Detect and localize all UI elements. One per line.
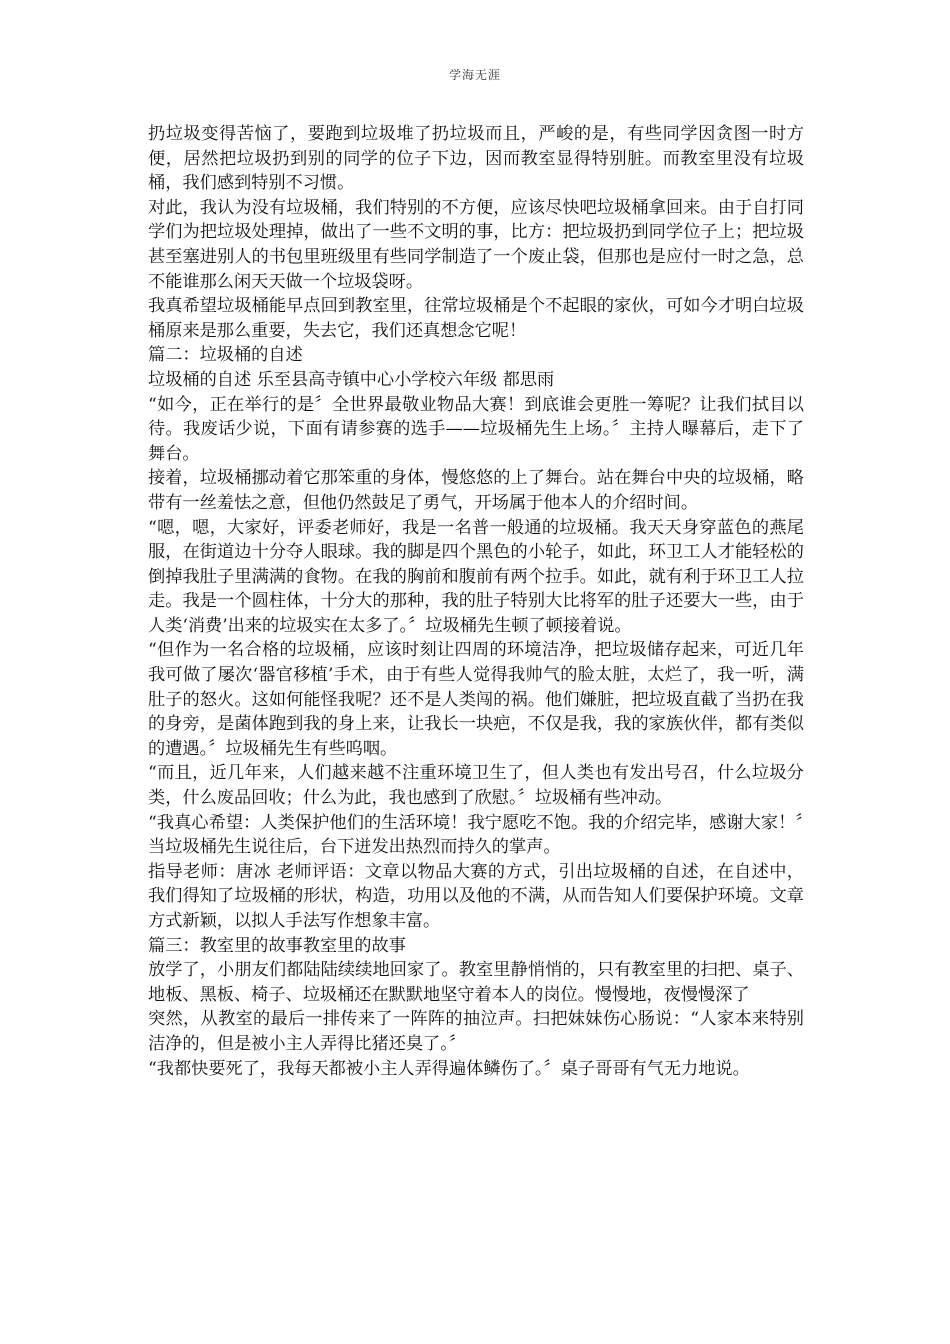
paragraph-8: “嗯，嗯，大家好，评委老师好，我是一名普一般通的垃圾桶。我天天身穿蓝色的燕尾服，在街道边十分夺人眼球。我的脚是四个黑色的小轮子，如此，环卫工人才能轻松的倒掉我肚子里满满的食物。在我的胸前和腹前有两个拉手。如此，就有利于环卫工人拉走。我是一个圆柱体，十分大的那种，我的肚子特别大比将军的肚子还要大一些，由于人类‘消费’出来的垃圾实在太多了。〞垃圾桶先生顿了顿接着说。 bbox=[148, 517, 804, 636]
paragraph-6: “如今，正在举行的是〞全世界最敬业物品大赛！到底谁会更胜一筹呢？让我们拭目以待。我废话少说，下面有请参赛的选手——垃圾桶先生上场。〞主持人曝幕后，走下了舞台。 bbox=[148, 394, 804, 464]
paragraph-1: 扔垃圾变得苦恼了，要跑到垃圾堆了扔垃圾而且，严峻的是，有些同学因贪图一时方便，居然把垃圾扔到别的同学的位子下边，因而教室显得特别脏。而教室里没有垃圾桶，我们感到特别不习惯。 bbox=[148, 124, 804, 194]
paragraph-15: 突然，从教室的最后一排传来了一阵阵的抽泣声。扫把妹妹伤心肠说：“人家本来特别洁净的，但是被小主人弄得比猪还臭了。〞 bbox=[148, 1009, 804, 1054]
document-body bbox=[148, 122, 804, 1081]
paragraph-16: “我都快要死了，我每天都被小主人弄得遍体鳞伤了。〞桌子哥哥有气无力地说。 bbox=[148, 1058, 750, 1079]
page-header-title: 学海无涯 bbox=[448, 68, 501, 82]
paragraph-2: 对此，我认为没有垃圾桶，我们特别的不方便，应该尽快吧垃圾桶拿回来。由于自打同学们为把垃圾处理掉，做出了一些不文明的事，比方：把垃圾扔到同学位子上；把垃圾甚至塞进别人的书包里班级里有些同学制造了一个废止袋，但那也是应付一时之急，总不能谁那么闲天天做一个垃圾袋呀。 bbox=[148, 197, 804, 292]
section-heading-3: 篇三：教室里的故事教室里的故事 bbox=[148, 935, 406, 956]
article-byline: 垃圾桶的自述 乐至县高寺镇中心小学校六年级 都思雨 bbox=[148, 369, 555, 390]
paragraph-14: 放学了，小朋友们都陆陆续续地回家了。教室里静悄悄的，只有教室里的扫把、桌子、地板、黑板、椅子、垃圾桶还在默默地坚守着本人的岗位。慢慢地，夜慢慢深了 bbox=[148, 960, 804, 1005]
paragraph-7: 接着，垃圾桶挪动着它那笨重的身体，慢悠悠的上了舞台。站在舞台中央的垃圾桶，略带有一丝羞怯之意，但他仍然鼓足了勇气，开场属于他本人的介绍时间。 bbox=[148, 468, 804, 513]
section-heading-2: 篇二：垃圾桶的自述 bbox=[148, 345, 303, 366]
paragraph-10: “而且，近几年来，人们越来越不注重环境卫生了，但人类也有发出号召，什么垃圾分类，什么废品回收；什么为此，我也感到了欣慰。〞垃圾桶有些冲动。 bbox=[148, 763, 804, 809]
paragraph-11: “我真心希望：人类保护他们的生活环境！我宁愿吃不饱。我的介绍完毕，感谢大家！〞当垃圾桶先生说往后，台下迸发出热烈而持久的掌声。 bbox=[148, 812, 804, 858]
paragraph-9: “但作为一名合格的垃圾桶，应该时刻让四周的环境洁净，把垃圾储存起来，可近几年我可做了屡次‘器官移植’手术，由于有些人觉得我帅气的脸太脏，太烂了，我一听，满肚子的怒火。这如何能怪我呢？还不是人类闯的祸。他们嫌脏，把垃圾直截了当扔在我的身旁，是菌体跑到我的身上来，让我长一块疤，不仅是我，我的家族伙伴，都有类似的遭遇。〞垃圾桶先生有些呜咽。 bbox=[148, 640, 804, 759]
teacher-comment: 指导老师：唐冰 老师评语：文章以物品大赛的方式，引出垃圾桶的自述，在自述中，我们得知了垃圾桶的形状，构造，功用以及他的不满，从而告知人们要保护环境。文章方式新颖，以拟人手法写作想象丰富。 bbox=[148, 861, 804, 931]
paragraph-3: 我真希望垃圾桶能早点回到教室里，往常垃圾桶是个不起眼的家伙，可如今才明白垃圾桶原来是那么重要，失去它，我们还真想念它呢！ bbox=[148, 296, 804, 341]
